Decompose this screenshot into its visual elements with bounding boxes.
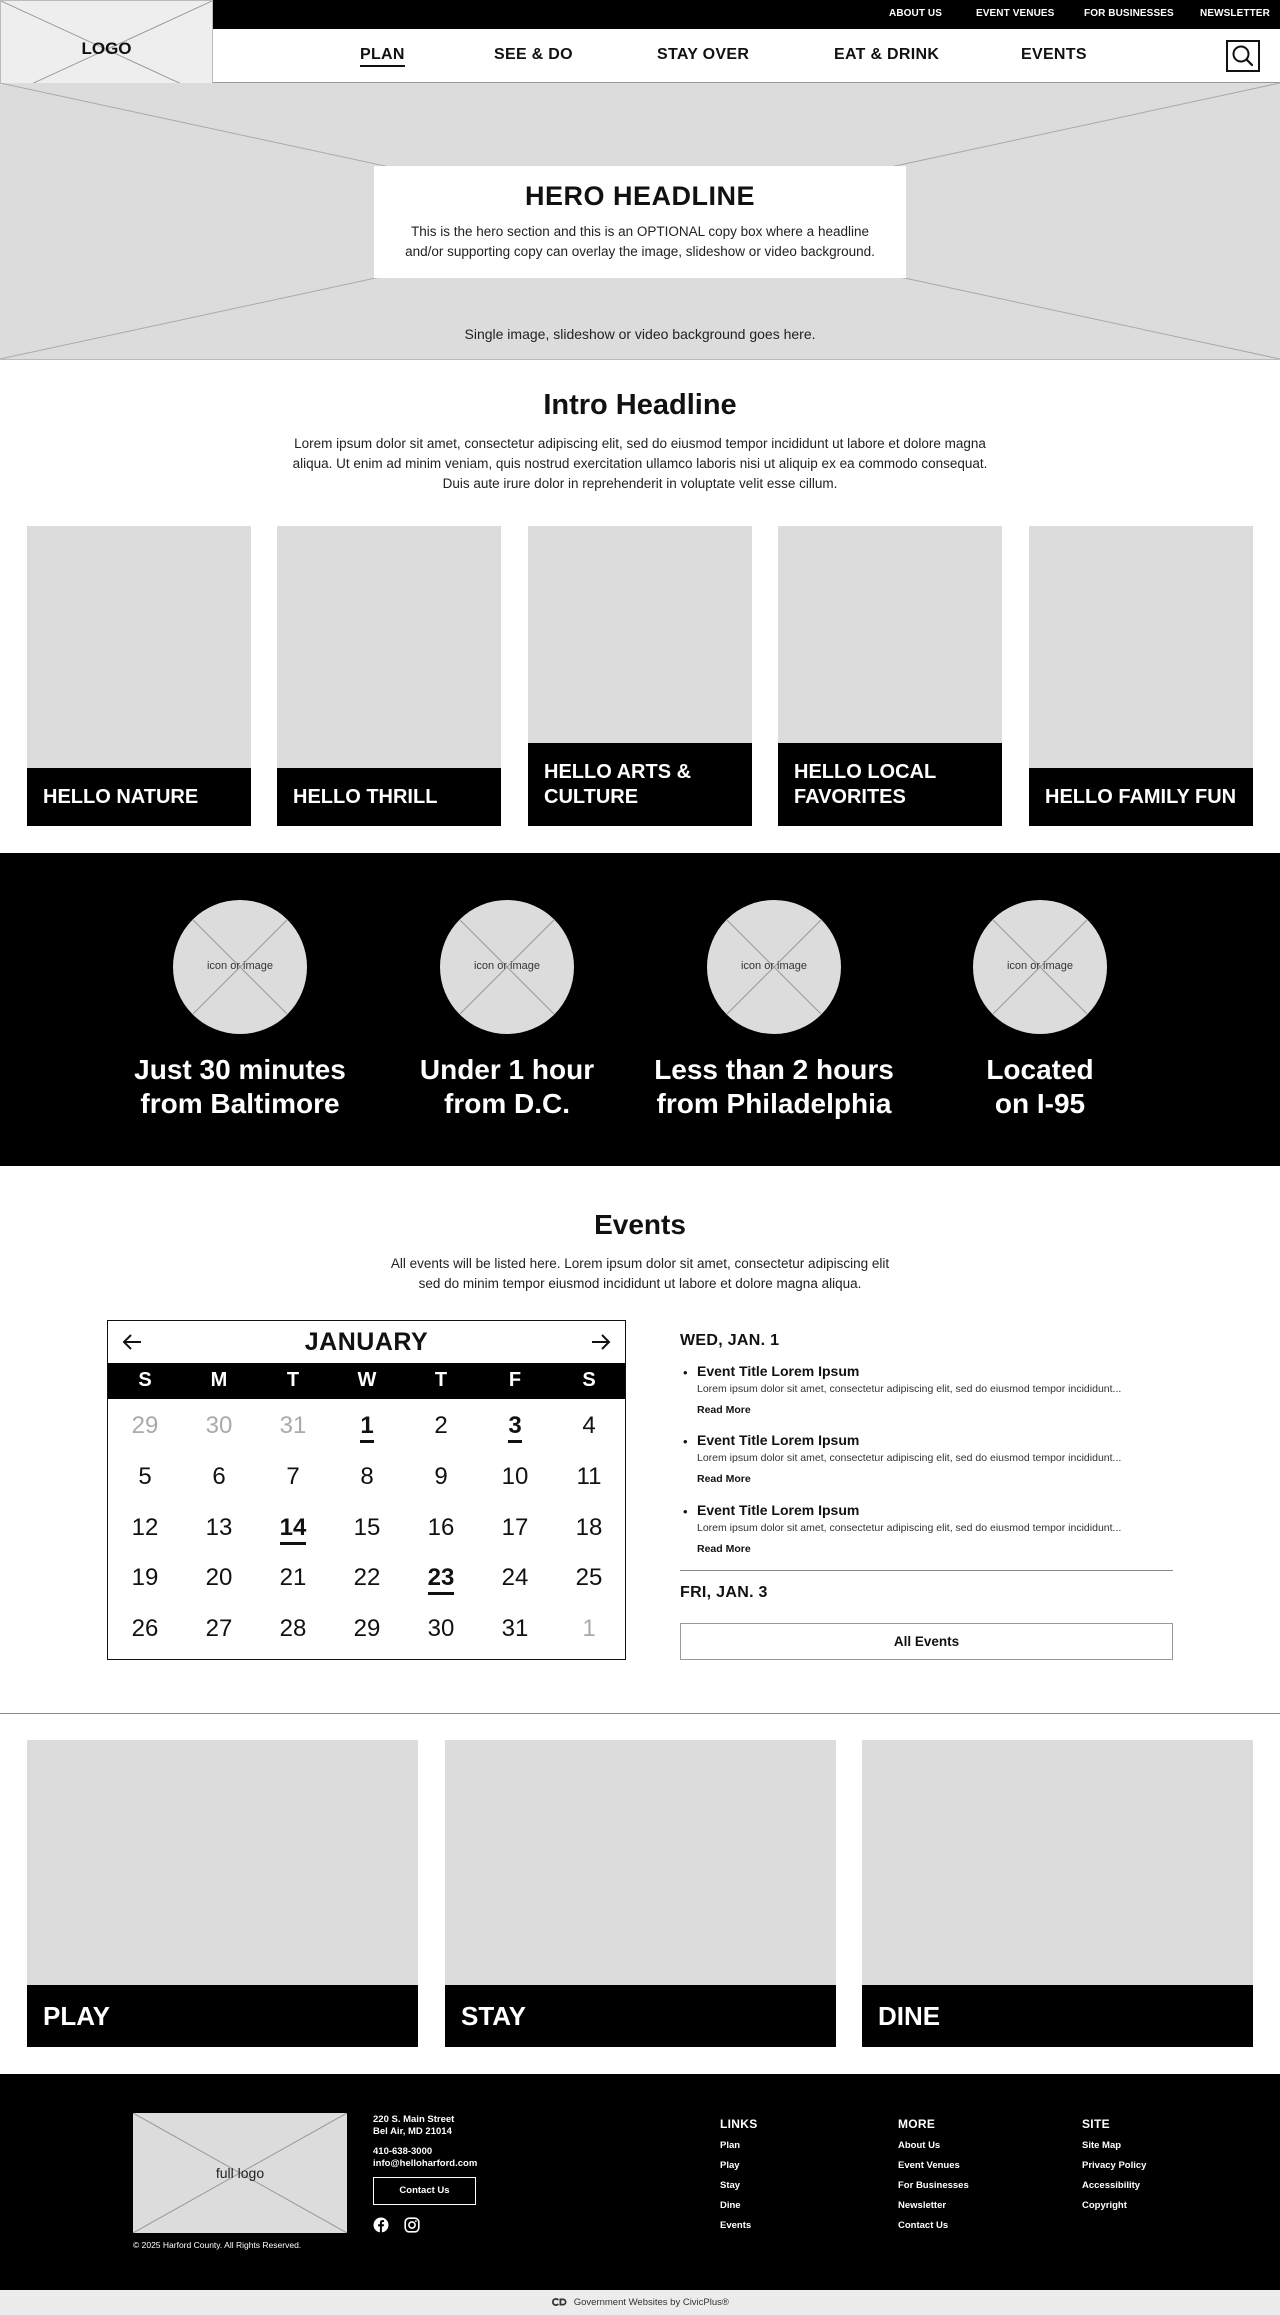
distance-line: from Baltimore bbox=[140, 1088, 340, 1119]
calendar-day-number: 8 bbox=[360, 1463, 374, 1490]
distance-image bbox=[440, 900, 574, 1034]
category-label: HELLO LOCAL FAVORITES bbox=[778, 743, 1002, 826]
category-label: HELLO NATURE bbox=[27, 768, 251, 826]
card-stay[interactable] bbox=[445, 1740, 836, 2047]
weekday-label: T bbox=[286, 1369, 300, 1391]
card-label: STAY bbox=[445, 1985, 836, 2047]
bullet: • bbox=[683, 1504, 688, 1519]
civicplus-icon bbox=[551, 2297, 567, 2307]
calendar-day[interactable] bbox=[256, 1564, 330, 1592]
nav-events[interactable]: EVENTS bbox=[1021, 46, 1087, 63]
calendar-day-number: 2 bbox=[434, 1412, 448, 1439]
all-events-button[interactable]: All Events bbox=[680, 1623, 1173, 1660]
bullet: • bbox=[683, 1365, 688, 1380]
calendar-day[interactable] bbox=[552, 1463, 626, 1491]
distance-line: Just 30 minutes bbox=[134, 1054, 346, 1085]
footer-link[interactable]: About Us bbox=[898, 2140, 941, 2151]
card-label: DINE bbox=[862, 1985, 1253, 2047]
calendar-day-number: 16 bbox=[427, 1514, 455, 1541]
distance-line: on I-95 bbox=[994, 1088, 1086, 1119]
calendar-day[interactable] bbox=[404, 1412, 478, 1440]
calendar-day[interactable] bbox=[108, 1564, 182, 1592]
category-card-arts-culture[interactable] bbox=[528, 526, 752, 826]
event-description: Lorem ipsum dolor sit amet, consectetur adipiscing elit, sed do eiusmod tempor incididunt... bbox=[697, 1383, 1122, 1395]
nav-see-do[interactable]: SEE & DO bbox=[494, 46, 573, 63]
calendar-day[interactable] bbox=[330, 1564, 404, 1592]
event-title-link[interactable]: Event Title Lorem Ipsum bbox=[697, 1502, 860, 1518]
calendar-day[interactable] bbox=[478, 1615, 552, 1643]
footer-link[interactable]: Accessibility bbox=[1082, 2180, 1141, 2191]
event-title-link[interactable]: Event Title Lorem Ipsum bbox=[697, 1432, 860, 1448]
address-line: 220 S. Main Street bbox=[373, 2114, 455, 2125]
search-button[interactable] bbox=[1226, 40, 1260, 72]
footer-phone[interactable]: 410-638-3000 bbox=[373, 2146, 433, 2157]
calendar-day-number: 17 bbox=[501, 1514, 529, 1541]
calendar-day-number: 27 bbox=[205, 1615, 233, 1642]
card-label: PLAY bbox=[27, 1985, 418, 2047]
hero-caption: Single image, slideshow or video background goes here. bbox=[464, 326, 816, 342]
calendar-day[interactable] bbox=[330, 1463, 404, 1491]
footer-column-title: SITE bbox=[1082, 2117, 1110, 2131]
calendar-day[interactable] bbox=[108, 1615, 182, 1643]
calendar-day[interactable] bbox=[182, 1412, 256, 1440]
calendar-day[interactable] bbox=[182, 1564, 256, 1592]
calendar-day[interactable] bbox=[182, 1615, 256, 1643]
calendar-day-number: 4 bbox=[582, 1412, 596, 1439]
calendar-day-number: 21 bbox=[279, 1564, 307, 1591]
facebook-icon bbox=[373, 2217, 389, 2233]
calendar-day-number: 29 bbox=[131, 1412, 159, 1439]
footer-link[interactable]: Events bbox=[720, 2220, 752, 2231]
footer-logo-text: full logo bbox=[215, 2165, 265, 2181]
calendar-day-number: 20 bbox=[205, 1564, 233, 1591]
footer-logo[interactable] bbox=[133, 2113, 347, 2233]
footer-column-title: MORE bbox=[898, 2117, 936, 2131]
util-link-for-businesses[interactable]: FOR BUSINESSES bbox=[1084, 8, 1174, 19]
calendar-day-number: 28 bbox=[279, 1615, 307, 1642]
read-more-link[interactable]: Read More bbox=[697, 1404, 751, 1416]
calendar-day-number: 10 bbox=[501, 1463, 529, 1490]
footer-link[interactable]: Play bbox=[720, 2160, 740, 2171]
calendar-day[interactable] bbox=[552, 1514, 626, 1542]
event-divider bbox=[680, 1570, 1173, 1571]
calendar-day[interactable] bbox=[478, 1412, 552, 1440]
footer-link[interactable]: Event Venues bbox=[898, 2160, 960, 2171]
footer-link[interactable]: Stay bbox=[720, 2180, 741, 2191]
distance-dc bbox=[377, 1053, 637, 1121]
calendar-day-number: 5 bbox=[138, 1463, 152, 1490]
distance-image bbox=[173, 900, 307, 1034]
image-placeholder-label: icon or image bbox=[473, 960, 541, 972]
footer-link[interactable]: Copyright bbox=[1082, 2200, 1127, 2211]
address-line: Bel Air, MD 21014 bbox=[373, 2126, 452, 2137]
calendar-day-number: 11 bbox=[576, 1463, 602, 1490]
footer-link[interactable]: Site Map bbox=[1082, 2140, 1122, 2151]
hero-copy: This is the hero section and this is an OPTIONAL copy box where a headline and/or supporting copy can overlay the image, slideshow or video background. bbox=[405, 224, 875, 259]
footer-contact bbox=[373, 2146, 477, 2170]
nav-stay-over[interactable]: STAY OVER bbox=[657, 46, 750, 63]
hero-copy-box bbox=[374, 166, 906, 278]
calendar-day-number: 31 bbox=[501, 1615, 529, 1642]
distance-line: from D.C. bbox=[444, 1088, 570, 1119]
calendar-day-number: 29 bbox=[353, 1615, 381, 1642]
distance-line: Under 1 hour bbox=[419, 1054, 595, 1085]
footer-link[interactable]: Privacy Policy bbox=[1082, 2160, 1147, 2171]
distance-line: from Philadelphia bbox=[656, 1088, 892, 1119]
calendar-day-number: 6 bbox=[212, 1463, 226, 1490]
calendar-day-number: 1 bbox=[582, 1615, 596, 1642]
nav-plan[interactable]: PLAN bbox=[360, 46, 405, 67]
calendar-day[interactable] bbox=[330, 1615, 404, 1643]
instagram-icon bbox=[404, 2217, 420, 2233]
calendar-day-number: 18 bbox=[575, 1514, 603, 1541]
intro-headline: Intro Headline bbox=[543, 389, 737, 421]
distance-image bbox=[973, 900, 1107, 1034]
calendar-day[interactable] bbox=[552, 1564, 626, 1592]
calendar-day[interactable] bbox=[478, 1564, 552, 1592]
weekday-label: F bbox=[508, 1369, 522, 1391]
calendar-day-number: 30 bbox=[427, 1615, 455, 1642]
weekday-label: S bbox=[138, 1369, 152, 1391]
calendar-day[interactable] bbox=[256, 1514, 330, 1542]
category-card-thrill[interactable] bbox=[277, 526, 501, 826]
calendar-day[interactable] bbox=[404, 1615, 478, 1643]
image-placeholder-label: icon or image bbox=[206, 960, 274, 972]
weekday-label: M bbox=[210, 1369, 228, 1391]
calendar-day[interactable] bbox=[256, 1412, 330, 1440]
calendar-day-number: 22 bbox=[353, 1564, 381, 1591]
copyright-text: © 2025 Harford County. All Rights Reserved. bbox=[133, 2240, 302, 2250]
read-more-link[interactable]: Read More bbox=[697, 1543, 751, 1555]
calendar-day-number: 24 bbox=[501, 1564, 529, 1591]
event-title-link[interactable]: Event Title Lorem Ipsum bbox=[697, 1363, 860, 1379]
read-more-link[interactable]: Read More bbox=[697, 1473, 751, 1485]
next-month-button[interactable] bbox=[589, 1330, 613, 1354]
calendar-day-number: 1 bbox=[360, 1412, 373, 1443]
calendar-day-number: 31 bbox=[279, 1412, 307, 1439]
footer-link[interactable]: For Businesses bbox=[898, 2180, 969, 2191]
event-description: Lorem ipsum dolor sit amet, consectetur adipiscing elit, sed do eiusmod tempor incididunt... bbox=[697, 1522, 1122, 1534]
bullet: • bbox=[683, 1434, 688, 1449]
util-link-about-us[interactable]: ABOUT US bbox=[889, 8, 943, 19]
calendar-day-number: 3 bbox=[508, 1412, 521, 1443]
calendar-day[interactable] bbox=[182, 1463, 256, 1491]
calendar-day[interactable] bbox=[256, 1463, 330, 1491]
event-calendar bbox=[107, 1320, 626, 1660]
section-divider bbox=[0, 1713, 1280, 1714]
calendar-day[interactable] bbox=[182, 1514, 256, 1542]
hero-headline: HERO HEADLINE bbox=[524, 181, 755, 211]
events-copy: All events will be listed here. Lorem ipsum dolor sit amet, consectetur adipiscing elit sed do minim tempor eiusmod incididunt ut labore et dolore magna aliqua. bbox=[390, 1256, 890, 1291]
nav-eat-drink[interactable]: EAT & DRINK bbox=[834, 46, 940, 63]
calendar-day-number: 23 bbox=[428, 1564, 455, 1595]
event-date-heading: WED, JAN. 1 bbox=[680, 1332, 780, 1349]
calendar-day[interactable] bbox=[404, 1514, 478, 1542]
calendar-day[interactable] bbox=[404, 1463, 478, 1491]
distance-line: Less than 2 hours bbox=[654, 1054, 894, 1085]
distance-image bbox=[707, 900, 841, 1034]
distance-baltimore bbox=[110, 1053, 370, 1121]
weekday-label: W bbox=[357, 1369, 377, 1391]
category-card-family-fun[interactable] bbox=[1029, 526, 1253, 826]
util-link-newsletter[interactable]: NEWSLETTER bbox=[1200, 8, 1270, 19]
calendar-month: JANUARY bbox=[304, 1328, 429, 1356]
calendar-day[interactable] bbox=[552, 1615, 626, 1643]
intro-copy: Lorem ipsum dolor sit amet, consectetur adipiscing elit, sed do eiusmod tempor incididunt ut labore et dolore magna aliqua. Ut enim ad minim veniam, quis nostrud exercitation ullamco laboris nisi ut aliquip ex ea commodo consequat. Duis aute irure dolor in reprehenderit in voluptate velit esse cillum. bbox=[292, 436, 988, 491]
distance-i95 bbox=[910, 1053, 1170, 1121]
powered-by-text[interactable]: Government Websites by CivicPlus® bbox=[573, 2297, 729, 2308]
image-placeholder-label: icon or image bbox=[1006, 960, 1074, 972]
search-icon bbox=[1228, 42, 1258, 70]
card-dine[interactable] bbox=[862, 1740, 1253, 2047]
category-label: HELLO FAMILY FUN bbox=[1029, 768, 1253, 826]
weekday-label: S bbox=[582, 1369, 596, 1391]
event-date-heading: FRI, JAN. 3 bbox=[680, 1584, 768, 1601]
facebook-link[interactable] bbox=[373, 2217, 389, 2233]
calendar-day-number: 30 bbox=[205, 1412, 233, 1439]
footer-address bbox=[373, 2114, 454, 2138]
calendar-day[interactable] bbox=[330, 1514, 404, 1542]
instagram-link[interactable] bbox=[404, 2217, 420, 2233]
category-label: HELLO ARTS & CULTURE bbox=[528, 743, 752, 826]
logo-text: LOGO bbox=[81, 39, 132, 58]
calendar-day[interactable] bbox=[478, 1514, 552, 1542]
calendar-day-number: 26 bbox=[131, 1615, 159, 1642]
site-footer bbox=[0, 2074, 1280, 2290]
calendar-day[interactable] bbox=[330, 1412, 404, 1440]
contact-us-button[interactable]: Contact Us bbox=[373, 2177, 476, 2205]
footer-link[interactable]: Dine bbox=[720, 2200, 741, 2211]
powered-by-bar bbox=[0, 2290, 1280, 2315]
distance-band bbox=[0, 853, 1280, 1166]
image-placeholder-label: icon or image bbox=[740, 960, 808, 972]
calendar-day[interactable] bbox=[552, 1412, 626, 1440]
footer-link[interactable]: Contact Us bbox=[898, 2220, 949, 2231]
calendar-day-number: 19 bbox=[131, 1564, 159, 1591]
calendar-day-number: 15 bbox=[353, 1514, 381, 1541]
card-play[interactable] bbox=[27, 1740, 418, 2047]
weekday-label: T bbox=[434, 1369, 448, 1391]
calendar-day[interactable] bbox=[404, 1564, 478, 1592]
calendar-day[interactable] bbox=[108, 1463, 182, 1491]
calendar-day-number: 25 bbox=[575, 1564, 603, 1591]
distance-philadelphia bbox=[644, 1053, 904, 1121]
distance-line: Located bbox=[986, 1054, 1094, 1085]
calendar-day-number: 9 bbox=[434, 1463, 448, 1490]
calendar-day-number: 12 bbox=[131, 1514, 159, 1541]
calendar-day[interactable] bbox=[108, 1412, 182, 1440]
footer-link[interactable]: Newsletter bbox=[898, 2200, 947, 2211]
calendar-day[interactable] bbox=[108, 1514, 182, 1542]
event-description: Lorem ipsum dolor sit amet, consectetur adipiscing elit, sed do eiusmod tempor incididunt... bbox=[697, 1452, 1122, 1464]
calendar-day[interactable] bbox=[478, 1463, 552, 1491]
calendar-day-number: 14 bbox=[280, 1514, 307, 1545]
events-headline: Events bbox=[594, 1209, 686, 1240]
footer-email[interactable]: info@helloharford.com bbox=[373, 2158, 478, 2169]
category-card-local-favorites[interactable] bbox=[778, 526, 1002, 826]
category-card-nature[interactable] bbox=[27, 526, 251, 826]
util-link-event-venues[interactable]: EVENT VENUES bbox=[976, 8, 1055, 19]
calendar-weekday-header bbox=[108, 1363, 625, 1399]
calendar-day-number: 13 bbox=[205, 1514, 233, 1541]
calendar-day[interactable] bbox=[256, 1615, 330, 1643]
category-label: HELLO THRILL bbox=[277, 768, 501, 826]
footer-link[interactable]: Plan bbox=[720, 2140, 741, 2151]
footer-column-title: LINKS bbox=[720, 2117, 758, 2131]
arrow-right-icon bbox=[589, 1330, 613, 1354]
calendar-day-number: 7 bbox=[286, 1463, 300, 1490]
